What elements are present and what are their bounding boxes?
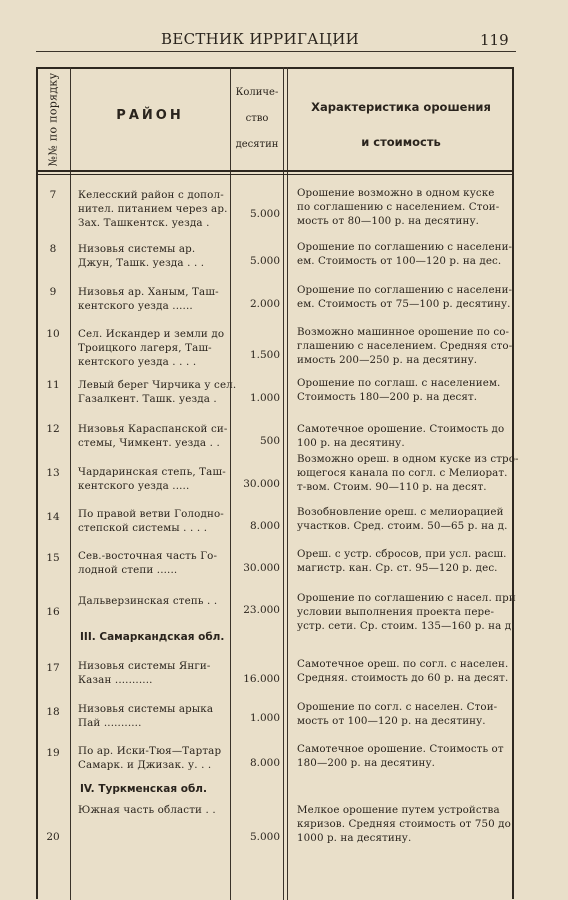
row-number: 11: [46, 379, 60, 391]
region-line: Троицкого лагеря, Таш-: [78, 342, 212, 354]
description-line: Орошение возможно в одном куске: [297, 187, 495, 199]
area-desyatin: 1.500: [249, 349, 280, 361]
area-desyatin: 30.000: [243, 478, 280, 490]
row-number: 8: [49, 243, 57, 255]
description-line: по соглашению с населением. Стои-: [297, 201, 500, 213]
column-divider: [70, 67, 71, 900]
header-divider: [36, 174, 514, 175]
area-desyatin: 8.000: [249, 520, 280, 532]
area-desyatin: 16.000: [243, 673, 280, 685]
row-number: 12: [46, 423, 60, 435]
header-divider: [36, 170, 514, 172]
row-number: 15: [46, 552, 60, 564]
running-title: ВЕСТНИК ИРРИГАЦИИ: [161, 30, 359, 48]
description-line: Ореш. с устр. сбросов, при усл. расш.: [297, 548, 507, 560]
region-line: нител. питанием через ар.: [78, 203, 228, 215]
area-desyatin: 8.000: [249, 757, 280, 769]
description-line: Стоимость 180—200 р. на десят.: [297, 391, 478, 403]
row-number: 13: [46, 467, 60, 479]
region-line: Джун, Ташк. уезда . . .: [78, 257, 205, 269]
area-desyatin: 5.000: [249, 831, 280, 843]
description-line: условии выполнения проекта пере-: [297, 606, 495, 618]
description-line: 1000 р. на десятину.: [297, 832, 412, 844]
region-line: степской системы . . . .: [78, 522, 208, 534]
description-line: мость от 100—120 р. на десятину.: [297, 715, 486, 727]
description-line: Возобновление ореш. с мелиорацией: [297, 506, 504, 518]
region-line: Левый берег Чирчика у сел.: [78, 379, 237, 391]
description-line: ющегося канала по согл. с Мелиорат.: [297, 467, 508, 479]
region-line: Низовья Караспанской си-: [78, 423, 228, 435]
row-number: 7: [49, 189, 57, 201]
description-line: Мелкое орошение путем устройства: [297, 804, 500, 816]
header-rule: [36, 51, 516, 52]
region-line: Зах. Ташкентск. уезда .: [78, 217, 210, 229]
region-line: кентского уезда ......: [78, 300, 193, 312]
column-header-characteristic: Характеристика орошения и стоимость: [311, 100, 491, 149]
column-header-region: РАЙОН: [116, 108, 184, 123]
row-number: 10: [46, 328, 60, 340]
region-line: Низовья системы арыка: [78, 703, 214, 715]
column-header-number: №№ по порядку: [46, 72, 60, 166]
area-desyatin: 500: [259, 435, 280, 447]
region-line: Газалкент. Ташк. уезда .: [78, 393, 217, 405]
region-line: Низовья системы ар.: [78, 243, 196, 255]
region-line: Южная часть области . .: [78, 804, 216, 816]
description-line: устр. сети. Ср. стоим. 135—160 р. на д.: [297, 620, 515, 632]
description-line: участков. Сред. стоим. 50—65 р. на д.: [297, 520, 508, 532]
description-line: Самотечное ореш. по согл. с населен.: [297, 658, 509, 670]
description-line: Орошение по согл. с населен. Стои-: [297, 701, 498, 713]
region-line: Дальверзинская степь . .: [78, 595, 218, 607]
description-line: Орошение по соглашению с населени-: [297, 284, 513, 296]
region-line: Сел. Искандер и земли до: [78, 328, 225, 340]
region-line: По правой ветви Голодно-: [78, 508, 224, 520]
region-line: Самарк. и Джизак. у. . .: [78, 759, 212, 771]
description-line: Орошение по соглаш. с населением.: [297, 377, 501, 389]
description-line: 180—200 р. на десятину.: [297, 757, 436, 769]
description-line: ем. Стоимость от 75—100 р. десятину.: [297, 298, 511, 310]
description-line: имость 200—250 р. на десятину.: [297, 354, 478, 366]
column-header-quantity: Количе- ство десятин: [235, 87, 279, 150]
area-desyatin: 23.000: [243, 604, 280, 616]
description-line: Возможно машинное орошение по со-: [297, 326, 510, 338]
area-desyatin: 1.000: [249, 712, 280, 724]
section-heading: III. Самаркандская обл.: [80, 631, 225, 643]
column-divider: [287, 67, 288, 900]
description-line: Возможно ореш. в одном куске из стро-: [297, 453, 519, 465]
description-line: ем. Стоимость от 100—120 р. на дес.: [297, 255, 502, 267]
row-number: 18: [46, 706, 60, 718]
description-line: глашению с населением. Средняя сто-: [297, 340, 513, 352]
row-number: 14: [46, 511, 60, 523]
region-line: Низовья системы Янги-: [78, 660, 211, 672]
region-line: кентского уезда .....: [78, 480, 190, 492]
description-line: мость от 80—100 р. на десятину.: [297, 215, 480, 227]
description-line: Орошение по соглашению с насел. при: [297, 592, 516, 604]
region-line: кентского уезда . . . .: [78, 356, 197, 368]
description-line: Самотечное орошение. Стоимость до: [297, 423, 505, 435]
area-desyatin: 1.000: [249, 392, 280, 404]
region-line: Казан ...........: [78, 674, 153, 686]
area-desyatin: 5.000: [249, 208, 280, 220]
description-line: т-вом. Стоим. 90—110 р. на десят.: [297, 481, 487, 493]
description-line: Самотечное орошение. Стоимость от: [297, 743, 504, 755]
region-line: лодной степи ......: [78, 564, 178, 576]
column-divider: [230, 67, 231, 900]
row-number: 20: [46, 831, 60, 843]
area-desyatin: 5.000: [249, 255, 280, 267]
region-line: Келесский район с допол-: [78, 189, 224, 201]
row-number: 17: [46, 662, 60, 674]
area-desyatin: 2.000: [249, 298, 280, 310]
region-line: Пай ...........: [78, 717, 142, 729]
region-line: Чардаринская степь, Таш-: [78, 466, 226, 478]
region-line: По ар. Иски-Тюя—Тартар: [78, 745, 222, 757]
column-divider: [283, 67, 284, 900]
description-line: магистр. кан. Ср. ст. 95—120 р. дес.: [297, 562, 498, 574]
region-line: стемы, Чимкент. уезда . .: [78, 437, 220, 449]
row-number: 16: [46, 606, 60, 618]
row-number: 9: [49, 286, 57, 298]
region-line: Сев.-восточная часть Го-: [78, 550, 218, 562]
description-line: Орошение по соглашению с населени-: [297, 241, 513, 253]
region-line: Низовья ар. Ханым, Таш-: [78, 286, 219, 298]
page-number: 119: [480, 31, 509, 49]
section-heading: IV. Туркменская обл.: [80, 783, 207, 795]
description-line: Средняя. стоимость до 60 р. на десят.: [297, 672, 509, 684]
area-desyatin: 30.000: [243, 562, 280, 574]
row-number: 19: [46, 747, 60, 759]
description-line: 100 р. на десятину.: [297, 437, 405, 449]
description-line: кяризов. Средняя стоимость от 750 до: [297, 818, 511, 830]
